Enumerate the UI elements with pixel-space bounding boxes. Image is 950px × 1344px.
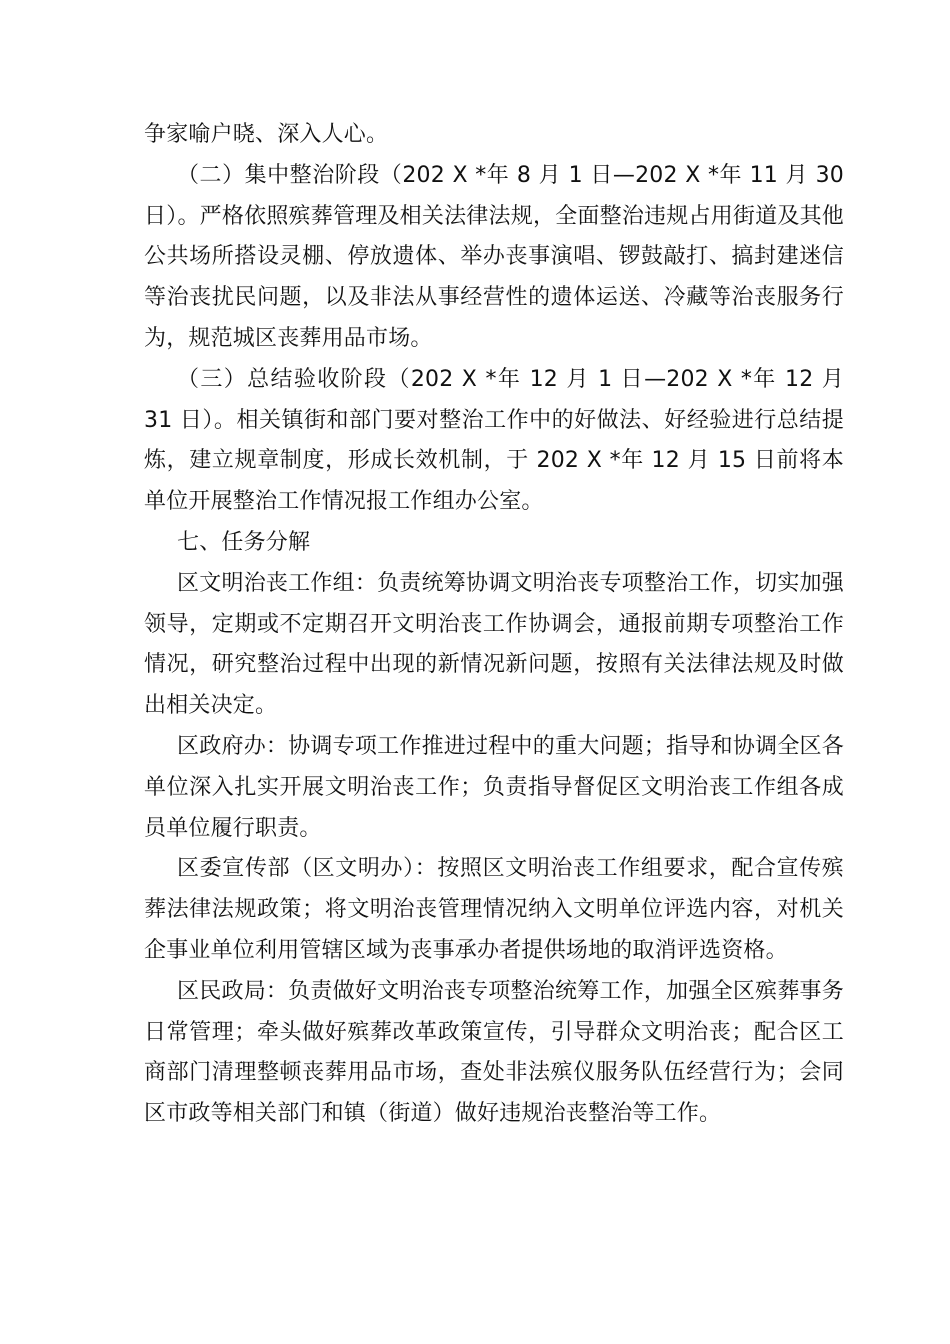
paragraph-propaganda-department: 区委宣传部（区文明办）：按照区文明治丧工作组要求，配合宣传殡葬法律法规政策；将文明治丧管理情况纳入文明单位评选内容，对机关企事业单位利用管辖区域为丧事承办者提供场地的取消评选资格。: [144, 856, 844, 963]
paragraph-stage-two: （二）集中整治阶段（202 X *年 8 月 1 日—202 X *年 11 月 30 日）。严格依照殡葬管理及相关法律法规，全面整治违规占用街道及其他公共场所搭设灵棚、停放遗体、举办丧事演唱、锣鼓敲打、搞封建迷信等治丧扰民问题，以及非法从事经营性的遗体运送、冷藏等治丧服务行为，规范城区丧葬用品市场。: [144, 162, 844, 351]
paragraph-stage-three: （三）总结验收阶段（202 X *年 12 月 1 日—202 X *年 12 月 31 日）。相关镇街和部门要对整治工作中的好做法、好经验进行总结提炼，建立规章制度，形成长效机制，于 202 X *年 12 月 15 日前将本单位开展整治工作情况报工作组办公室。: [144, 366, 844, 515]
paragraph-continuation: 争家喻户晓、深入人心。: [144, 122, 389, 147]
paragraph-civil-affairs-bureau: 区民政局：负责做好文明治丧专项整治统筹工作，加强全区殡葬事务日常管理；牵头做好殡葬改革政策宣传，引导群众文明治丧；配合区工商部门清理整顿丧葬用品市场，查处非法殡仪服务队伍经营行为；会同区市政等相关部门和镇（街道）做好违规治丧整治等工作。: [144, 978, 844, 1127]
section-heading-task-breakdown: 七、任务分解: [177, 529, 311, 555]
paragraph-civilized-funeral-group: 区文明治丧工作组：负责统筹协调文明治丧专项整治工作，切实加强领导，定期或不定期召开文明治丧工作协调会，通报前期专项整治工作情况，研究整治过程中出现的新情况新问题，按照有关法律法规及时做出相关决定。: [144, 570, 844, 719]
paragraph-district-government-office: 区政府办：协调专项工作推进过程中的重大问题；指导和协调全区各单位深入扎实开展文明治丧工作；负责指导督促区文明治丧工作组各成员单位履行职责。: [144, 733, 844, 841]
document-body: [144, 115, 844, 1135]
